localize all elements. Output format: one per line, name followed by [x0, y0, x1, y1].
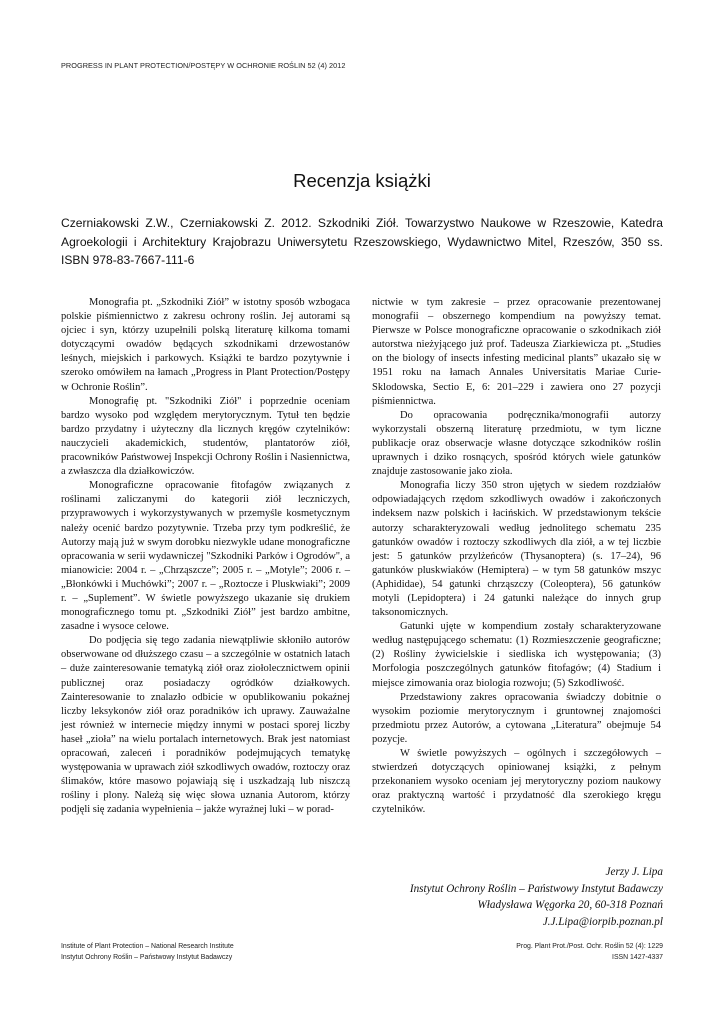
reviewer-email: J.J.Lipa@iorpib.poznan.pl — [542, 915, 663, 928]
paragraph: Do podjęcia się tego zadania niewątpliwie skłoniło autorów obserwowane od dłuższego czasu – a szczególnie w ostatnich latach – duże zainteresowanie tematyką ziół oraz ziołolecznictwem opinii publicznej oraz posiadaczy ogródków działkowych. Zainteresowanie to znalazło odbicie w opublikowaniu pokaźnej liczby leksykonów ziół oraz poradników ich uprawy. Zauważalne jest również w internecie między innymi w postaci sporej liczby haseł „zioła” na wielu portalach internetowych. Brak jest natomiast opracowań, zaleceń i poradników podejmujących tematykę występowania w uprawach ziół szkodliwych owadów, roztoczy oraz ślimaków, które masowo pojawiają się i uszkadzają lub niszczą rośliny i plony. Należą się więc słowa uznania Autorom, którzy podjęli się zadania wypełnienia – jakże wyraźnej luki – w porad- — [61, 635, 350, 816]
book-citation: Czerniakowski Z.W., Czerniakowski Z. 2012. Szkodniki Ziół. Towarzystwo Naukowe w Rzeszowie, Katedra Agroekologii i Architektury Krajobrazu Uniwersytetu Rzeszowskiego, Wydawnictwo Mitel, Rzeszów, 350 ss. ISBN 978-83-7667-111-6 — [61, 216, 663, 268]
paragraph: W świetle powyższych – ogólnych i szczegółowych – stwierdzeń dotyczących opiniowanej książki, z pełnym przekonaniem wysoko oceniam jej merytoryczny poziom naukowy oraz praktyczną wartość i przydatność dla szerokiego kręgu czytelników. — [372, 748, 661, 816]
paragraph: Do opracowania podręcznika/monografii autorzy wykorzystali obszerną literaturę przedmiotu, w tym liczne publikacje oraz obserwacje własne dotyczące szkodników roślin uprawnych i dziko rosnących, spośród których wiele gatunków znajduje zastosowanie jako zioła. — [372, 409, 661, 478]
paragraph: Monografia pt. „Szkodniki Ziół” w istotny sposób wzbogaca polskie piśmiennictwo z zakresu ochrony roślin. Jej autorami są ojciec i syn, którzy uzupełnili polską literaturę kilkoma tomami dotyczącymi owadów będących szkodnikami drzewostanów leśnych, miejskich i parkowych. Książki te bardzo pozytywnie i szeroko omówiłem na łamach „Progress in Plant Protection/Postępy w Ochronie Roślin”. — [61, 297, 350, 393]
paragraph: Monografia liczy 350 stron ujętych w siedem rozdziałów odpowiadających rzędom szkodliwych owadów i zakończonych indeksem nazw polskich i łacińskich. W przedstawionym tekście autorzy scharakteryzowali według jednolitego schematu 235 gatunków owadów i roztoczy szkodliwych dla ziół, a w tej liczbie jest: 5 gatunków przylżeńców (Thysanoptera) (s. 17–24), 96 gatunków pluskwiaków (Hemiptera) – w tym 58 gatunków mszyc (Aphididae), 54 gatunki chrząszczy (Coleoptera), 56 gatunków motyli (Lepidoptera) i 24 gatunki należące do innych grup taksonomicznych. — [372, 480, 661, 619]
paragraph: Gatunki ujęte w kompendium zostały scharakteryzowane według następującego schematu: (1) Rozmieszczenie geograficzne; (2) Rośliny żywicielskie i siedliska ich występowania; (3) Morfologia poszczególnych gatunków fitofagów; (4) Stadium i miejsce zimowania oraz biologia rozwoju; (5) Szkodliwość. — [372, 621, 661, 689]
footer-issn: ISSN 1427-4337 — [612, 954, 663, 962]
page-title: Recenzja książki — [293, 170, 431, 191]
paragraph: nictwie w tym zakresie – przez opracowanie prezentowanej monografii – obszernego kompendium na powyższy temat. Pierwsze w Polsce monograficzne opracowanie o szkodnikach ziół autorstwa nieżyjącego już prof. Tadeusza Ziarkiewicza pt. „Studies on the biology of insects infesting medicinal plants” ukazało się w 1951 roku na łamach Annales Universitatis Mariae Curie-Sklodowska, Sectio E, 6: 201–229 i zawiera ono 27 pozycji piśmiennictwa. — [372, 297, 661, 407]
footer-institution-en: Institute of Plant Protection – National Research Institute — [61, 943, 234, 950]
footer-institution-pl: Instytut Ochrony Roślin – Państwowy Instytut Badawczy — [61, 954, 233, 962]
paragraph: Przedstawiony zakres opracowania świadczy dobitnie o wysokim poziomie merytorycznym i gruntownej znajomości przedmiotu przez Autorów, a cytowana „Literatura” obejmuje 54 pozycje. — [372, 691, 661, 745]
left-column — [61, 296, 350, 817]
reviewer-institute: Instytut Ochrony Roślin – Państwowy Instytut Badawczy — [409, 882, 663, 895]
footer-journal-ref: Prog. Plant Prot./Post. Ochr. Roślin 52 (4): 1229 — [516, 943, 663, 950]
reviewer-address: Władysława Węgorka 20, 60-318 Poznań — [477, 899, 663, 911]
footer-journal-info — [516, 941, 663, 963]
paragraph: Monograficzne opracowanie fitofagów związanych z roślinami zaliczanymi do kategorii ziół leczniczych, przyprawowych i wykorzystywanych w przemyśle kosmetycznym należy ocenić bardzo pozytywnie. Trzeba przy tym podkreślić, że Autorzy mają już w swym dorobku niezwykle udane monograficzne opracowania w serii wydawniczej "Szkodniki Parków i Ogrodów", a mianowicie: 2004 r. – „Chrząszcze”; 2005 r. – „Motyle”; 2006 r. – „Błonkówki i Muchówki”; 2007 r. – „Roztocze i Pluskwiaki”; 2009 r. – „Suplement”. W świetle powyższego ukazanie się drukiem monograficznego tomu pt. „Szkodniki Ziół” jest bardzo ambitne, zasadne i wysoce celowe. — [61, 480, 350, 633]
running-head: PROGRESS IN PLANT PROTECTION/POSTĘPY W OCHRONIE ROŚLIN 52 (4) 2012 — [61, 61, 346, 70]
reviewer-name: Jerzy J. Lipa — [605, 866, 663, 878]
reviewer-signature — [410, 864, 663, 930]
right-column — [372, 296, 661, 817]
footer-institution — [61, 941, 234, 963]
paragraph: Monografię pt. "Szkodniki Ziół" i poprzednie oceniam bardzo wysoko pod względem merytorycznym. Tytuł ten będzie bardzo przydatny i użyteczny dla licznych kręgów czytelników: nauczycieli akademickich, studentów, plantatorów ziół, pracowników Państwowej Inspekcji Ochrony Roślin i Nasiennictwa, a zwłaszcza dla działkowiczów. — [61, 395, 350, 478]
